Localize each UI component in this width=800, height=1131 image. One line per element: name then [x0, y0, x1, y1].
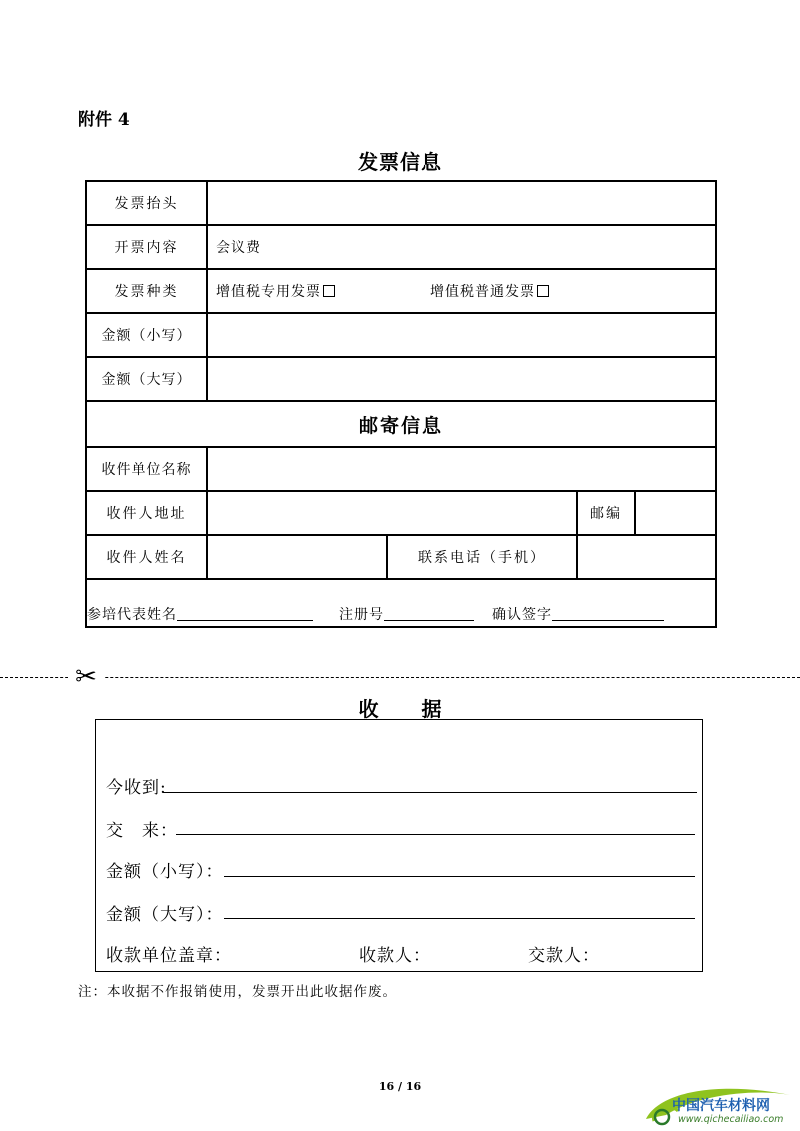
table-row: [86, 225, 716, 269]
invoice-type-label: 发票种类: [86, 269, 207, 313]
watermark-logo: [640, 1081, 800, 1131]
receipt-amount-big-line[interactable]: [224, 918, 695, 919]
receipt-title: 收 据: [358, 697, 460, 721]
payer-label: 交款人：: [528, 946, 600, 966]
invoice-header-label: 发票抬头: [86, 181, 207, 225]
rep-name-label: 参培代表姓名: [87, 607, 177, 623]
receipt-amount-small-line[interactable]: [224, 876, 695, 877]
invoice-title: 发票信息: [358, 150, 442, 174]
receipt-amount-big-label: 金额（大写）：: [106, 905, 224, 925]
mailing-title: 邮寄信息: [86, 401, 716, 447]
reg-no-line[interactable]: [384, 620, 474, 621]
recipient-address-label: 收件人地址: [86, 491, 207, 535]
amount-big-field[interactable]: [207, 357, 716, 401]
rep-name-line[interactable]: [177, 620, 313, 621]
table-row: [86, 401, 716, 447]
watermark-name: 中国汽车材料网: [672, 1098, 770, 1114]
phone-field[interactable]: [577, 535, 716, 579]
table-row: [86, 357, 716, 401]
invoice-type-options: [207, 269, 716, 313]
table-row: [86, 181, 716, 225]
cut-line: [0, 677, 800, 678]
vat-general-checkbox[interactable]: [537, 285, 549, 297]
page-number: 16 / 16: [378, 1080, 422, 1093]
confirm-sign-line[interactable]: [552, 620, 664, 621]
table-row: [86, 579, 716, 627]
receipt-box: [95, 719, 703, 972]
received-from-label: 今收到:: [106, 778, 167, 798]
reg-no-label: 注册号: [339, 607, 384, 623]
table-row: [86, 535, 716, 579]
amount-small-label: 金额（小写）: [86, 313, 207, 357]
table-row: [86, 447, 716, 491]
scissors-icon: ✂: [68, 663, 104, 691]
vat-special-checkbox[interactable]: [323, 285, 335, 297]
unit-seal-label: 收款单位盖章：: [106, 946, 232, 966]
receipt-amount-small-label: 金额（小写）：: [106, 862, 224, 882]
vat-general-option-label: 增值税普通发票: [430, 284, 535, 300]
invoice-content-label: 开票内容: [86, 225, 207, 269]
invoice-content-field[interactable]: 会议费: [207, 225, 716, 269]
paid-for-label: 交 来：: [106, 821, 178, 841]
table-row: [86, 269, 716, 313]
received-from-line[interactable]: [163, 792, 697, 793]
paid-for-line[interactable]: [176, 834, 695, 835]
postcode-label: 邮编: [577, 491, 635, 535]
phone-label: 联系电话（手机）: [387, 535, 577, 579]
amount-big-label: 金额（大写）: [86, 357, 207, 401]
recipient-unit-label: 收件单位名称: [86, 447, 207, 491]
confirm-sign-label: 确认签字: [492, 607, 552, 623]
signature-row: [86, 579, 716, 627]
postcode-field[interactable]: [635, 491, 716, 535]
table-row: [86, 491, 716, 535]
invoice-header-field[interactable]: [207, 181, 716, 225]
invoice-table: [85, 180, 717, 628]
recipient-name-field[interactable]: [207, 535, 387, 579]
payee-label: 收款人：: [359, 946, 431, 966]
recipient-address-field[interactable]: [207, 491, 577, 535]
vat-special-option-label: 增值税专用发票: [216, 284, 321, 300]
recipient-unit-field[interactable]: [207, 447, 716, 491]
amount-small-field[interactable]: [207, 313, 716, 357]
recipient-name-label: 收件人姓名: [86, 535, 207, 579]
receipt-note: 注：本收据不作报销使用，发票开出此收据作废。: [78, 984, 397, 1000]
attachment-label: 附件 4: [78, 110, 130, 130]
table-row: [86, 313, 716, 357]
watermark-url: www.qichecailiao.com: [678, 1114, 784, 1125]
